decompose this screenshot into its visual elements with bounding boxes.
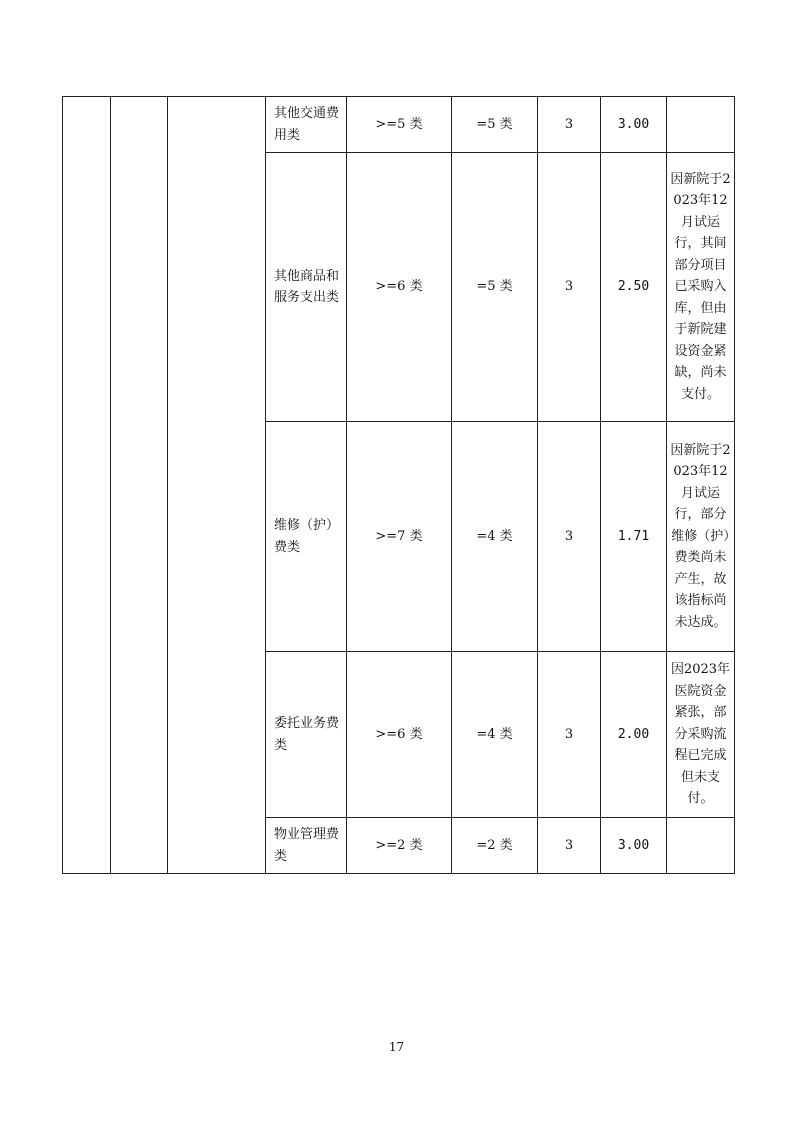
score-cell: 2.50	[601, 153, 667, 422]
target-value-cell: >=2 类	[347, 818, 452, 874]
level3-indicator-cell	[168, 97, 266, 874]
performance-table	[62, 96, 735, 874]
table-row	[63, 97, 735, 153]
target-value-cell: >=6 类	[347, 153, 452, 422]
target-value-cell: >=5 类	[347, 97, 452, 153]
note-cell: 因2023年医院资金紧张，部分采购流程已完成但未支付。	[667, 652, 735, 818]
actual-value-cell: =4 类	[452, 422, 538, 652]
score-cell: 3.00	[601, 97, 667, 153]
indicator-name-cell: 维修（护）费类	[266, 422, 347, 652]
level2-indicator-cell	[111, 97, 168, 874]
actual-value-cell: =4 类	[452, 652, 538, 818]
weight-cell: 3	[538, 652, 601, 818]
actual-value-cell: =5 类	[452, 153, 538, 422]
note-cell	[667, 818, 735, 874]
note-cell: 因新院于2023年12月试运行，其间部分项目已采购入库，但由于新院建设资金紧缺，尚未支付。	[667, 153, 735, 422]
indicator-name-cell: 其他交通费用类	[266, 97, 347, 153]
note-cell: 因新院于2023年12月试运行，部分维修（护）费类尚未产生，故该指标尚未达成。	[667, 422, 735, 652]
level1-indicator-cell	[63, 97, 111, 874]
score-cell: 2.00	[601, 652, 667, 818]
indicator-name-cell: 物业管理费类	[266, 818, 347, 874]
indicator-name-cell: 其他商品和服务支出类	[266, 153, 347, 422]
actual-value-cell: =2 类	[452, 818, 538, 874]
target-value-cell: >=7 类	[347, 422, 452, 652]
weight-cell: 3	[538, 97, 601, 153]
note-cell	[667, 97, 735, 153]
score-cell: 3.00	[601, 818, 667, 874]
weight-cell: 3	[538, 818, 601, 874]
indicator-name-cell: 委托业务费类	[266, 652, 347, 818]
weight-cell: 3	[538, 153, 601, 422]
actual-value-cell: =5 类	[452, 97, 538, 153]
weight-cell: 3	[538, 422, 601, 652]
page-number: 17	[388, 1040, 405, 1054]
score-cell: 1.71	[601, 422, 667, 652]
target-value-cell: >=6 类	[347, 652, 452, 818]
